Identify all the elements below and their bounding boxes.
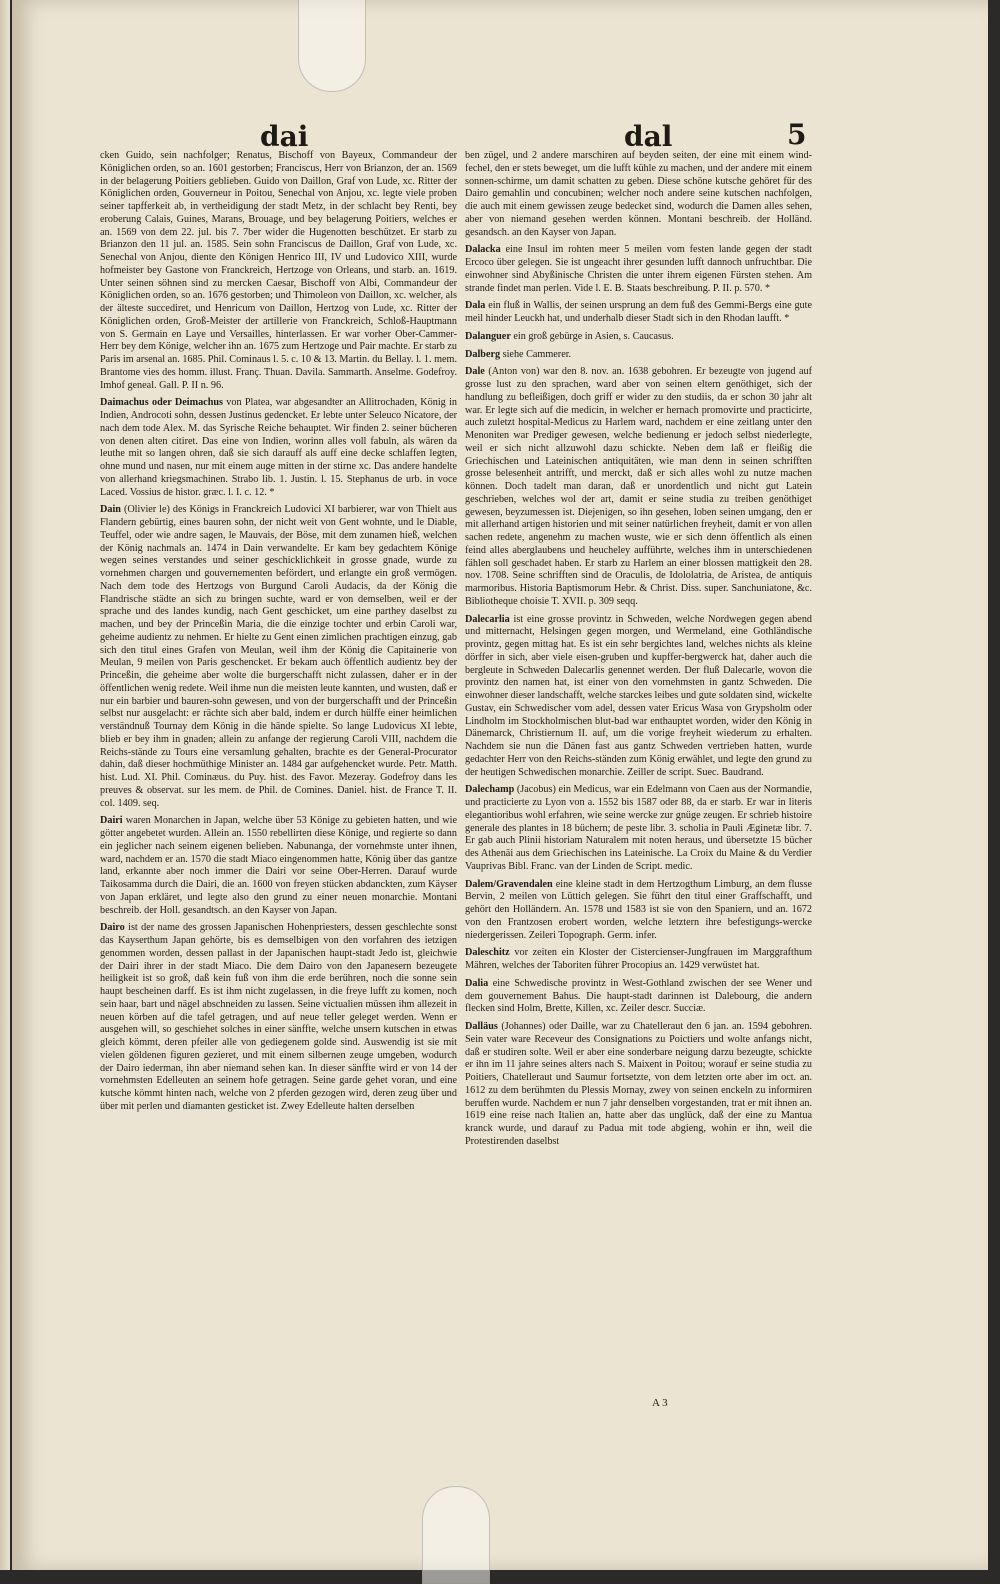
entry-headword: Dalechamp	[465, 784, 515, 796]
entry-text: siehe Cammerer.	[502, 348, 572, 360]
entry-headword: Dalacka	[465, 244, 501, 256]
page-clip-top	[298, 0, 366, 92]
entry-text: eine kleine stadt in dem Hertzogthum Limburg, an dem flusse Bervin, 2 meilen von Lüttich gelegen. Sie führt den titul einer Graffschafft, und gehört den Holländern. An. 1578 und 1583 ist sie von den Spaniern, und an. 1672 von den Frantzosen erobert worden, welche letztern ihre befestigungs-wercke niedergerissen. Zeileri Topograph. Germ. infer.	[465, 878, 813, 941]
entry-text: (Johannes) oder Daille, war zu Chatelleraut den 6 jan. an. 1594 gebohren. Sein vater ware Receveur des Consignations zu Poictiers und wolte anfangs nicht, daß er studiren solte. Weil er aber eine sonderbare neigung darzu bezeugte, schickte er ihn im 11 jahre seines alters nach S. Maixent in Poitou; worauf er seine studia zu Poitiers, Chatelleraut und Saumur fortsetzte, von dem letzten orte aber im oct. an. 1612 zu dem berühmten du Plessis Mornay, zwey von seinen enckeln zu informiren beruffen wurde. Nachdem er nun 7 jahr denselben vorgestanden, trat er mit ihnen an. 1619 eine reise nach Italien an, hatte aber das unglück, daß der eine zu Mantua kranck wurde, und darauf zu Padua mit tode abgieng, wohin er ihn, weil die Protestirenden daselbst	[465, 1021, 813, 1147]
dictionary-entry	[465, 366, 812, 608]
entry-headword: Dain	[100, 504, 121, 516]
entry-text: (Anton von) war den 8. nov. an. 1638 gebohren. Er bezeugte von jugend auf grosse lust zu den sprachen, ward aber von seinen eltern genöthiget, sich der handlung zu befleißigen, doch griff er wider zu den studiis, da er schon 30 jahr alt war. Er legte sich auf die medicin, in welcher er hernach promovirte und practicirte, auch zuletzt hospital-Medicus zu Harlem ward, nachdem er eine zeitlang unter den Menoniten war Prediger gewesen, welche bedienung er jedoch selbst niederlegte, weil er sich nicht allzuwohl dazu schickte. Neben dem laß er fleißig die Griechischen und Lateinischen antiquitäten, wie man denn in seinen schrifften grosse belesenheit antrifft, und merckt, daß er sich alles wohl zu nutze machen können. Doch tadelt man daran, daß er unordentlich und nicht gut Latein geschrieben, welches wol der art, damit er seine studia zu treiben genöthiget gewesen, beyzumessen ist. Diejenigen, so ihn gesehen, loben seinen umgang, den er mit allerhand artigen historien und mit seiner natürlichen freyheit, damit er von allen sachen redete, angenehm zu machen wuste, wie er sich denn öffentlich als einen feind alles aberglaubens und heucheley aufführte, welches ihm in unterschiedenen fählen soll geschadet haben. Er starb zu Harlem an einer blossen mattigkeit den 28. nov. 1708. Seine schrifften sind de Oraculis, de Idololatria, de Aristea, de antiquis marmoribus. Historia Baptismorum Hebr. & Christ. Diss. super. Sanchuniatone, &c. Bibliotheque choisie T. XVII. p. 309 seqq.	[465, 366, 812, 607]
dictionary-entry	[465, 947, 812, 973]
entry-text: cken Guido, sein nachfolger; Renatus, Bischoff von Bayeux, Commandeur der Königlichen orden, so an. 1601 gestorben; Franciscus, Herr von Brianzon, der an. 1569 in der belagerung Poitiers geblieben. Guido von Daillon, Graf von Lude, xc. Ritter der Königlichen orden, Gouverneur in Poitou, Senechal von Anjou, xc. legte viele proben seiner tapfferkeit ab, in vertheidigung der stadt Metz, in der schlacht bey Renti, bey eroberung Calais, Guines, Marans, Brouage, und bey belagerung Poitiers, welches er an. 1569 von dem 22. jul. bis 7. 7ber wider die Hugenotten beschützet. Er starb zu Brianzon den 11 jul. an. 1585. Sein sohn Franciscus de Daillon, Graf von Lude, xc. Senechal von Anjou, diente den Königen Henrico III, IV und Ludovico XIII, wurde hofmeister bey Gastone von Franckreich, Hertzoge von Orleans, und starb. an. 1619. Unter seinen söhnen sind zu mercken Caesar, Bischoff von Albi, Commandeur der Königlichen orden, so an. 1676 gestorben; und Thimoleon von Daillon, xc. welcher, als der älteste succediret, und Henricum von Daillon, Hertzog von Lude, xc. Ritter der Königlichen orden, Groß-Meister der artillerie von Franckreich, Schloß-Hauptmann von S. Germain en Laye und Versailles, hinterlassen. Er war vorher Ober-Cammer-Herr bey dem Könige, welcher ihn an. 1675 zum Hertzoge und Pair machte. Er starb zu Paris im arsenal an. 1685. Phil. Cominaus l. 5. c. 10 & 13. Martin. du Bellay. l. 1. mem. Brantome vies des homm. illust. Franç. Thuan. Davila. Sammarth. Anselme. Godefroy. Imhof geneal. Gall. P. II n. 96.	[100, 150, 458, 391]
entry-text: waren Monarchen in Japan, welche über 53 Könige zu gebieten hatten, und wie götter angebetet wurden. Allein an. 1550 rebellirten diese Könige, und regierte so dann ein jeglicher nach seinem eigenen belieben. Nabunanga, der vornehmste unter ihnen, ward, nachdem er an. 1570 die stadt Miaco eingenommen hatte, König über das gantze land, erkannte aber noch immer die Dairi vor seine Ober-Herren. Darauf wurde Taikosamma durch die Dairi, die an. 1600 von freyen stücken abdanckten, zum Käyser von Japan erkläret, und legte also den grund zu einer neuen monarchie. Montani beschreib. der Holl. gesandtsch. an den Kayser von Japan.	[100, 815, 458, 916]
entry-text: eine Insul im rohten meer 5 meilen vom festen lande gegen der stadt Ercoco über gelegen. Sie ist ungeacht ihrer gesunden lufft dannoch unfruchtbar. Die einwohner sind Abyßinische Christen die unter ihrem eigenen Fürsten stehen. Am strande findet man perlen. Vide l. E. B. Staats beschreibung. P. II. p. 570. *	[465, 244, 812, 294]
entry-text: (Jacobus) ein Medicus, war ein Edelmann von Caen aus der Normandie, und practicierte zu Lyon von a. 1552 bis 1587 oder 88, da er starb. Er war in literis elegantioribus wohl erfahren, wie seine wercke zur gnüge zeugen. Er schrieb histoire generale des plantes in 18 büchern; de peste libr. 3. scholia in Pauli Æginetæ libr. 7. Er gab auch Plinii historiam Naturalem mit noten heraus, und übersetzte 15 bücher des Athenäi aus dem Griechischen ins Lateinische. La Croix du Maine & du Verdier Vauprivas Bibl. Franc. van der Linden de Script. medic.	[465, 784, 813, 872]
dictionary-entry	[100, 504, 457, 810]
dictionary-entry	[465, 784, 812, 873]
entry-headword: Daimachus oder Deimachus	[100, 397, 223, 409]
dictionary-entry	[465, 614, 812, 780]
dictionary-entry	[100, 150, 457, 392]
entry-headword: Daleschitz	[465, 947, 510, 959]
page-clip-bottom	[422, 1486, 490, 1584]
entry-headword: Dalanguer	[465, 330, 511, 342]
left-column	[100, 150, 457, 1119]
dictionary-entry	[465, 331, 812, 344]
dictionary-entry	[465, 244, 812, 295]
signature-mark: A 3	[652, 1397, 668, 1409]
entry-text: eine Schwedische provintz in West-Gothland zwischen der see Wener und dem gouvernement Bahus. Die haupt-stadt darinnen ist Dalebourg, die andern flecken sind Holm, Brette, Killen, xc. Zeiler descr. Succiæ.	[465, 977, 812, 1015]
entry-headword: Dala	[465, 300, 486, 312]
page-number: 5	[787, 118, 807, 151]
entry-headword: Dale	[465, 366, 485, 378]
right-column	[465, 150, 812, 1154]
entry-text: ist der name des grossen Japanischen Hohenpriesters, dessen geschlechte sonst das Kayserthum Japan gehörte, bis es demselbigen von den vorfahren des ietzigen genommen worden, dessen pallast in der Japanischen haupt-stadt Jedo ist, gleichwie der Dairi ihrer in der stadt Miaco. Die dem Dairo von den Japanesern bezeugete heiligkeit ist so groß, daß kein fuß von ihm die erde berühren, noch die sonne sein haupt bescheinen darff. Es ist ihm nicht zugelassen, in die freye lufft zu komen, noch sein haar, bart und nägel abschneiden zu lassen. Seine victualien müssen ihm allezeit in neuen körben auf die tafel getragen, und auf neue teller geleget werden. Wenn er ausgehen will, so geschiehet solches in einer sänffte, welche unsern kutschen in etwas gleich kömmt, deren pfeiler alle von gediegenem golde sind. Auswendig ist sie mit vielen göldenen figuren gezieret, und mit einem silbernen zeuge umgeben, wodurch der Dairo iederman, ihn aber niemand sehen kan. In dieser sänffte wird er von 14 der vornehmsten Edelleuten an seinem hofe getragen. Seine garde gehet voran, und eine kutsche kömmt hinten nach, welche von 2 pferden gezogen wird, deren zeug über und über mit perlen und diamanten gesticket ist. Zwey Edelleute halten derselben	[100, 922, 458, 1112]
dictionary-entry	[465, 150, 812, 239]
running-head-right: dal	[624, 120, 673, 153]
facing-page-edge	[0, 0, 10, 1570]
entry-text: ein fluß in Wallis, der seinen ursprung an dem fuß des Gemmi-Bergs eine gute meil hinder Leuckh hat, und underhalb dieser Stadt sich in den Rhodan laufft. *	[465, 300, 813, 324]
running-head-left: dai	[260, 120, 309, 153]
entry-headword: Dairi	[100, 815, 123, 827]
entry-text: vor zeiten ein Kloster der Cistercienser-Jungfrauen im Marggrafthum Mähren, welches der Taboriten führer Procopius an. 1429 verwüstet hat.	[465, 947, 812, 971]
entry-text: (Olivier le) des Königs in Franckreich Ludovici XI barbierer, war von Thielt aus Flandern gebürtig, eines bauren sohn, der nicht weit von Gent wohnte, und le Diable, Teuffel, oder wie andre sagen, le Mauvais, der Böse, mit dem zunamen hieß, welchen der König nachmals an. 1474 in Dain verwandelte. Er kam bey gedachtem Könige wegen seines verstandes und seiner geschicklichkeit in grosse gnade, wurde zu vornehmen chargen und gouvernementen befördert, und erlangte ein groß vermögen. Nach dem tode des Hertzogs von Burgund Caroli Audacis, da der König die Flandrische städte an sich zu bringen suchte, ward er von demselben, weil er der sprache und des landes kundig, nach Gent geschicket, um eine parthey daselbst zu machen, und bey der Princeßin Maria, die die einzige tochter und erbin Caroli war, geheime audientz zu nehmen. Er hielte zu Gent einen zimlichen prachtigen einzug, gab sich den titul eines Grafen von Meulan, weil ihm der König die Capitainerie von Meulan, 9 meilen von Paris geschencket. Er bekam auch öffentlich audientz bey der Princeßin, die geheime aber wolte die burgerschafft nicht zulassen, daher er in der öffentlichen wenig redete. Weil ihme nun die meisten leute kannten, und wusten, daß er nur ein barbier und bauren-sohn gewesen, und von der burgerschafft und der Princeßin selbst nur ausgelacht: er rächte sich aber bald, indem er durch hülffe einer heimlichen verständnuß Tournay dem König in die hände spielte. So lange Ludovicus XI lebte, blieb er bey ihm in gnaden; allein zu anfange der regierung Caroli VIII, nachdem die Reichs-stände zu Tours eine versamlung gehalten, brachte es der General-Procurator dahin, daß dieser hochmüthige Minister an. 1484 gar aufgehencket wurde. Petr. Matth. hist. Lud. XI. Phil. Cominæus. du Puy. hist. des Favor. Mezeray. Godefroy dans les preuves & observat. sur les mem. de Phil. de Comines. Daniel. hist. de France T. II. col. 1409. seq.	[100, 504, 457, 809]
entry-text: ist eine grosse provintz in Schweden, welche Nordwegen gegen abend und mitternacht, Helsingen gegen morgen, und Wermeland, eine Gothländische provintz, gegen mittag hat. Es ist ein sehr bergichtes land, welches nichts als kleine dörffer in sich, aber viele eisen-gruben und kupffer-bergwerck hat, daher auch die bergleute in Schweden Dalecarlis genennet werden. Der fluß Dalecarle, wovon die provintz den namen hat, ist einer von den vornehmsten in gantz Schweden. Die einwohner dieser landschafft, welche starckes leibes und gute soldaten sind, wickelte Gustav, ein Schwedischer vom adel, dessen vater Ericus Wasa von Grypsholm oder Lindholm im Stockholmischen blut-bad war enthauptet worden, wider den König in Dänemarck, Christiernum II. auf, um die vorige freyheit wiederum zu erhalten. Nachdem sie nun die Dänen fast aus gantz Schweden vertrieben hatten, wurde gedachter Herr von den Reichs-ständen zum König erwählet, und legte den grund zu der heutigen Schwedischen monarchie. Zeiller de script. Suec. Baudrand.	[465, 613, 813, 778]
book-page	[12, 0, 988, 1570]
dictionary-entry	[465, 879, 812, 943]
entry-headword: Dalem/Gravendalen	[465, 878, 553, 890]
entry-headword: Dalia	[465, 977, 489, 989]
entry-headword: Dalläus	[465, 1021, 498, 1032]
dictionary-entry	[465, 1021, 812, 1149]
dictionary-entry	[465, 978, 812, 1016]
dictionary-entry	[465, 300, 812, 326]
entry-headword: Dairo	[100, 922, 125, 934]
entry-text: ben zügel, und 2 andere marschiren auf beyden seiten, der eine mit einem wind-fechel, den er stets beweget, um die lufft kühle zu machen, und der andere mit einem sonnen-schirme, um damit schatten zu geben. Diese schöne kutsche gehöret für des Dairo gemahlin und concubinen; welcher noch andere seine kutschen nachfolgen, die auch mit einem gewissen zeuge bedecket sind, wodurch die Damen alles sehen, aber von niemand gesehen werden können. Montani beschreib. der Holländ. gesandsch. an den Kayser von Japan.	[465, 150, 812, 238]
dictionary-entry	[100, 397, 457, 499]
dictionary-entry	[465, 349, 812, 362]
dictionary-entry	[100, 815, 457, 917]
dictionary-entry	[100, 922, 457, 1113]
entry-headword: Dalberg	[465, 348, 501, 360]
entry-text: ein groß gebürge in Asien, s. Caucasus.	[513, 330, 674, 342]
entry-text: von Platea, war abgesandter an Allitrochaden, König in Indien, Androcoti sohn, dessen Justinus gedencket. Er lebte unter Seleuco Nicatore, der nach dem tode Alex. M. das Syrische Reiche behauptet. Wir finden 2. seiner bücheren von denen alten citiret. Das eine von Indien, worinn alles voll fabuln, als wären da leuthe mit so langen ohren, daß sie sich darauff als auff eine decke schlaffen legten, ohne mund und nasen, nur mit einem auge mitten in der stirne xc. Das andere handelte von allerhand kriegsmachinen. Strabo lib. 1. Justin. l. 15. Stephanus de urb. in voce Laced. Vossius de histor. græc. l. I. c. 12. *	[100, 397, 457, 498]
entry-headword: Dalecarlia	[465, 613, 510, 625]
